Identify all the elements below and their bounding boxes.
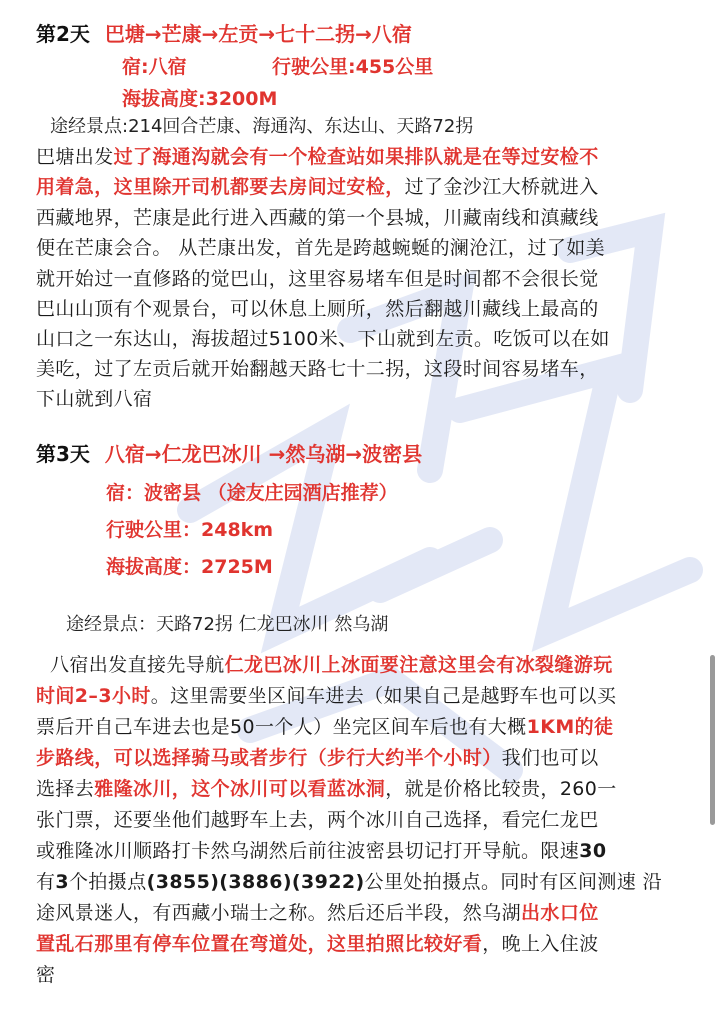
day2-label: 第2天 [36,22,90,46]
day2-para-line-1 [36,142,599,169]
day3-para-line-6: 张门票，还要坐他们越野车上去，两个冰川自己选择，看完仁龙巴 [36,809,599,831]
day2-route: 巴塘→芒康→左贡→七十二拐→八宿 [104,22,412,46]
day2-para-line-2 [36,172,599,199]
day2-highlight: 用着急，这里除开司机都要去房间过安检， [36,176,405,198]
day3-highlight: 雅隆冰川，这个冰川可以看蓝冰洞 [94,778,386,800]
day3-highlight: 时间2–3小时 [36,685,151,707]
day3-highlight: 置乱石那里有停车位置在弯道处，这里拍照比较好看 [36,933,483,955]
scrollbar-thumb[interactable] [710,655,715,825]
day3-para-line-10 [36,929,599,956]
day2-spots: 途经景点:214回合芒康、海通沟、东达山、天路72拐 [50,116,474,137]
day2-text: 巴塘出发 [36,146,114,168]
day3-text: 票后开自己车进去也是50一个人）坐完区间车后也有大概 [36,716,527,738]
day2-para-line-3: 西藏地界，芒康是此行进入西藏的第一个县城，川藏南线和滇藏线 [36,207,599,229]
day3-text: 八宿出发直接先导航 [50,654,225,676]
day3-count: 3 [55,871,70,893]
day3-para-line-9 [36,898,599,925]
day3-para-line-1 [42,650,613,677]
day3-highlight: 步路线，可以选择骑马或者步行（步行大约半个小时） [36,747,502,769]
day3-para-line-7 [36,836,606,863]
day3-distance: 行驶公里：248km [106,519,274,541]
day2-stay: 宿:八宿 [122,56,187,78]
day3-header [36,438,422,467]
day3-text: 有 [36,871,56,893]
day3-speed-limit: 30 [579,840,607,862]
day2-para-line-8: 美吃，过了左贡后就开始翻越天路七十二拐，这段时间容易堵车， [36,358,599,380]
day2-highlight: 过了海通沟就会有一个检查站如果排队就是在等过安检不 [113,146,599,168]
day2-header [36,18,412,47]
day3-para-line-2 [36,681,616,708]
day3-highlight: 出水口位 [521,902,599,924]
day2-text: 过了金沙江大桥就进入 [404,176,599,198]
day3-text: 个拍摄点 [69,871,147,893]
day3-text: 或雅隆冰川顺路打卡然乌湖然后前往波密县切记打开导航。限速 [36,840,580,862]
day2-para-line-9: 下山就到八宿 [36,388,153,410]
day3-photo-points: (3855)(3886)(3922) [146,871,365,893]
day3-para-line-8 [36,867,662,894]
day3-altitude: 海拔高度：2725M [106,556,273,578]
day2-para-line-5: 就开始过一直修路的觉巴山，这里容易堵车但是时间都不会很长觉 [36,268,599,290]
day3-text: ，晚上入住波 [482,933,599,955]
day3-route: 八宿→仁龙巴冰川 →然乌湖→波密县 [104,442,423,466]
day3-spots: 途经景点：天路72拐 仁龙巴冰川 然乌湖 [66,614,389,635]
day3-para-line-3 [36,712,613,739]
day3-para-line-11: 密 [36,964,56,986]
day2-distance: 行驶公里:455公里 [272,56,434,78]
day3-text: ，就是价格比较贵，260一 [385,778,617,800]
day3-label: 第3天 [36,442,90,466]
day3-para-line-4 [36,743,599,770]
day3-text: 途风景迷人，有西藏小瑞士之称。然后还后半段，然乌湖 [36,902,522,924]
day2-para-line-6: 巴山山顶有个观景台，可以休息上厕所，然后翻越川藏线上最高的 [36,298,599,320]
day3-text: 我们也可以 [501,747,599,769]
day2-altitude: 海拔高度:3200M [122,88,278,110]
day3-highlight: 1KM的徒 [526,716,614,738]
day3-stay: 宿：波密县 （途友庄园酒店推荐） [106,482,398,504]
day2-para-line-7: 山口之一东达山，海拔超过5100米、下山就到左贡。吃饭可以在如 [36,328,610,350]
day2-para-line-4: 便在芒康会合。 从芒康出发，首先是跨越蜿蜒的澜沧江，过了如美 [36,237,606,259]
day3-text: 选择去 [36,778,95,800]
day3-text: 。这里需要坐区间车进去（如果自己是越野车也可以买 [150,685,617,707]
day3-text: 公里处拍摄点。同时有区间测速 沿 [364,871,663,893]
day3-highlight: 仁龙巴冰川上冰面要注意这里会有冰裂缝游玩 [224,654,613,676]
day3-para-line-5 [36,774,617,801]
